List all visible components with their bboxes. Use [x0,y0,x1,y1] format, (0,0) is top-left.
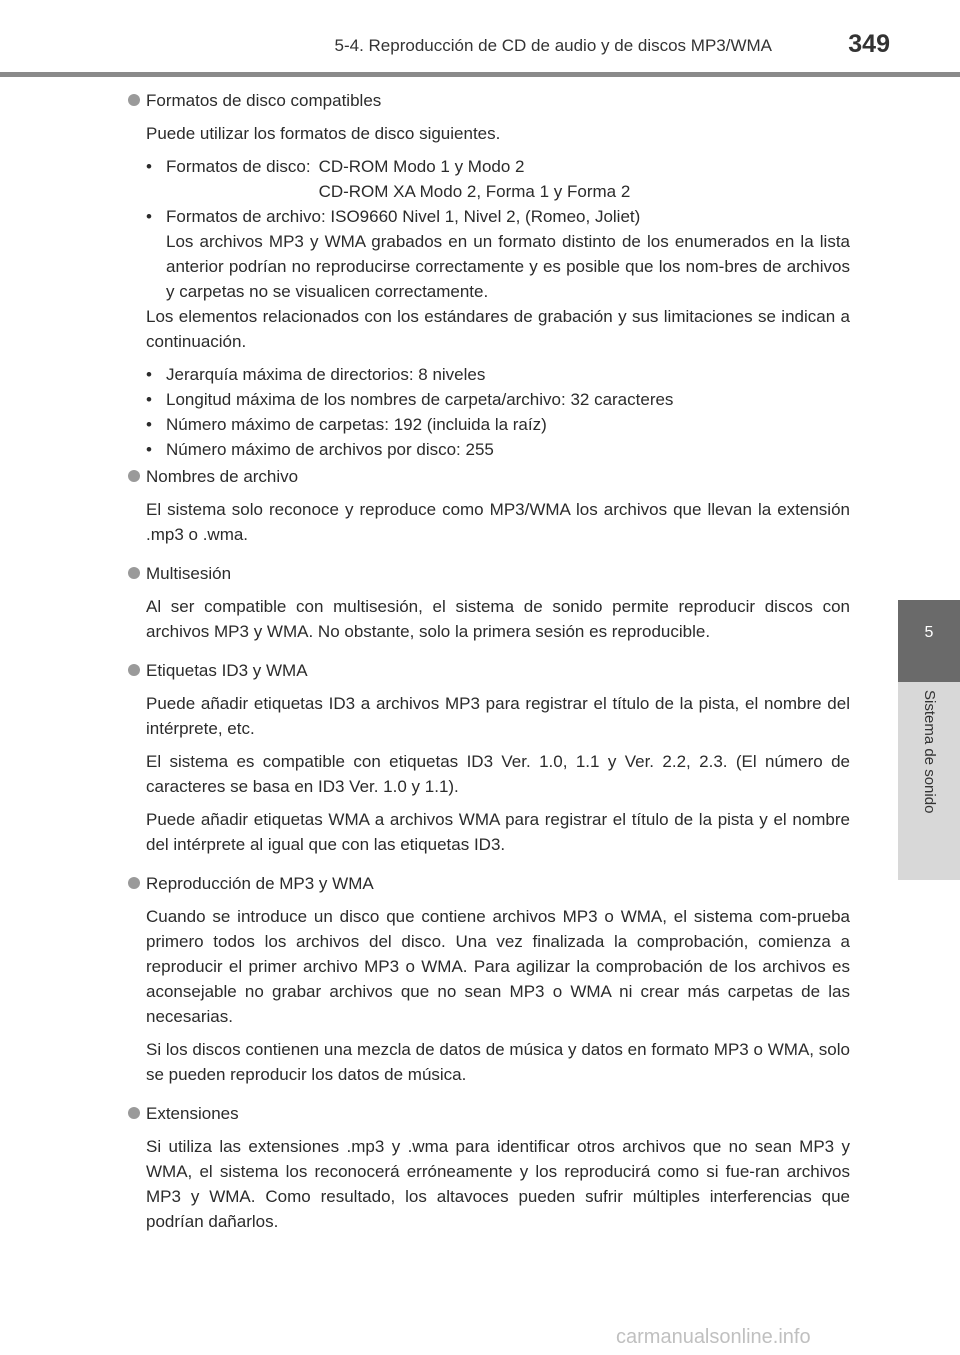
section-extensions [128,1101,850,1234]
paragraph: Puede añadir etiquetas ID3 a archivos MP3 para registrar el título de la pista, el nombre del intérprete, etc. [146,694,850,738]
file-formats: • Formatos de archivo: ISO9660 Nivel 1, Nivel 2, (Romeo, Joliet) [166,207,641,226]
paragraph: Cuando se introduce un disco que contiene archivos MP3 o WMA, el sistema com-prueba primero todos los archivos del disco. Una vez finalizada la comprobación, comienza a reproducir el primer archivo MP3 o WMA. Para agilizar la comprobación de los archivos es aconsejable no grabar archivos que no sean MP3 o WMA ni crear más carpetas de las necesarias. [146,907,850,1026]
bullet-dot-icon [128,567,140,579]
watermark: carmanualsonline.info [616,1326,811,1348]
list-item: • Longitud máxima de los nombres de carpeta/archivo: 32 caracteres [146,387,850,412]
paragraph: Puede añadir etiquetas WMA a archivos WMA para registrar el título de la pista y el nombre del intérprete al igual que con las etiquetas ID3. [146,810,850,854]
limits-list [146,362,850,462]
list-item [146,154,850,204]
bullet-dot-icon [128,1107,140,1119]
section-tags [128,658,850,857]
section-playback [128,871,850,1087]
section-heading: Multisesión [146,564,232,583]
chapter-number: 5 [924,624,934,641]
bullet-dot-icon [128,470,140,482]
disc-formats-label: • Formatos de disco: [166,157,311,176]
file-formats-note: Los archivos MP3 y WMA grabados en un formato distinto de los enumerados en la lista anterior podrían no reproducirse correctamente y es posible que los nom-bres de archivos y carpetas no se visualicen correctamente. [166,232,850,301]
paragraph: El sistema es compatible con etiquetas ID3 Ver. 1.0, 1.1 y Ver. 2.2, 2.3. (El número de caracteres se basa en ID3 Ver. 1.0 y 1.1). [146,752,850,796]
paragraph: Puede utilizar los formatos de disco siguientes. [146,124,501,143]
paragraph: Si los discos contienen una mezcla de datos de música y datos en formato MP3 o WMA, solo se pueden reproducir los datos de música. [146,1040,850,1084]
list-item [146,204,850,304]
page-number: 349 [848,30,890,58]
section-filenames [128,464,850,547]
bullet-dot-icon [128,664,140,676]
chapter-label: Sistema de sonido [921,690,938,814]
paragraph: El sistema solo reconoce y reproduce como MP3/WMA los archivos que llevan la extensión .mp3 o .wma. [146,500,850,544]
format-list [146,154,850,304]
section-multisession [128,561,850,644]
section-heading: Formatos de disco compatibles [146,91,382,110]
paragraph: Al ser compatible con multisesión, el sistema de sonido permite reproducir discos con archivos MP3 y WMA. No obstante, solo la primera sesión es reproducible. [146,597,850,641]
section-heading: Etiquetas ID3 y WMA [146,661,308,680]
bullet-dot-icon [128,877,140,889]
section-heading: Extensiones [146,1104,239,1123]
header-rule [0,72,960,77]
bullet-dot-icon [128,94,140,106]
paragraph: Los elementos relacionados con los estándares de grabación y sus limitaciones se indican a continuación. [146,307,850,351]
list-item: • Número máximo de archivos por disco: 255 [146,437,850,462]
page-header [0,0,960,80]
chapter-tab [898,600,960,682]
section-heading: Reproducción de MP3 y WMA [146,874,374,893]
section-heading: Nombres de archivo [146,467,299,486]
disc-format-value: CD-ROM XA Modo 2, Forma 1 y Forma 2 [318,182,631,201]
list-item: • Número máximo de carpetas: 192 (incluida la raíz) [146,412,850,437]
page-content [128,88,850,1234]
list-item: • Jerarquía máxima de directorios: 8 niveles [146,362,850,387]
section-title: 5-4. Reproducción de CD de audio y de discos MP3/WMA [334,36,772,55]
paragraph: Si utiliza las extensiones .mp3 y .wma para identificar otros archivos que no sean MP3 y WMA, el sistema los reconocerá erróneamente y los reproducirá como si fue-ran archivos MP3 y WMA. Como resultado, los altavoces pueden sufrir múltiples interferencias que podrían dañarlos. [146,1137,850,1231]
disc-format-value: CD-ROM Modo 1 y Modo 2 [318,157,525,176]
section-formats [128,88,850,462]
